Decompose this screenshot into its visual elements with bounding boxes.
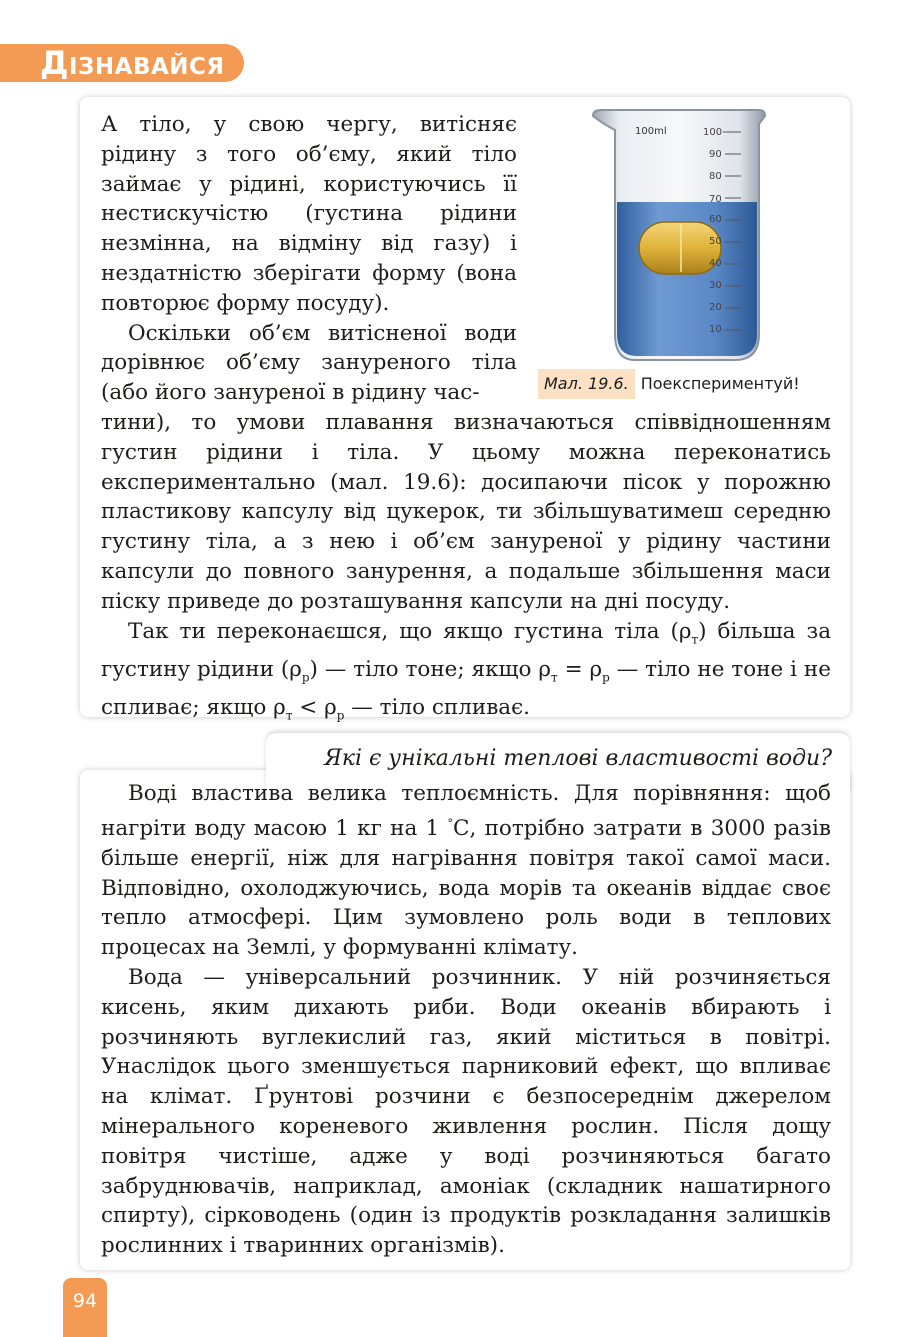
scale-90: 90: [709, 149, 722, 160]
section-heading: [40, 46, 225, 80]
p3-g: — тіло спливає.: [344, 694, 531, 720]
section-question: Які є унікальні теплові властивості води?: [324, 746, 832, 771]
heading-first-letter: Д: [40, 44, 69, 82]
scale-20: 20: [709, 302, 722, 313]
paragraph-2-rest: тини), то умови плавання визначаються співвідношенням густин рідини і тіла. У цьому можна переконатись експериментально (мал. 19.6): досипаючи пісок у порожню пластикову капсулу від цукерок, ти збільшуватимеш середню густину тіла, а з нею і об’єм зануреної у рідину частини капсули до повного занурення, а подальше збільшення маси піску приведе до розташування капсули на дні посуду.: [101, 409, 831, 614]
section2-text: [101, 779, 831, 1261]
beaker-volume-label: 100ml: [635, 126, 667, 137]
p3-c: ) — тіло тоне; якщо ρ: [309, 656, 552, 682]
page-number: 94: [63, 1278, 107, 1337]
sub-t-1: т: [691, 631, 699, 646]
paragraph-1: А тіло, у свою чергу, витісняє рідину з того об’єму, який тіло займає у рідині, користуючись її нестискучістю (густина рідини незмінна, на відміну від газу) і нездатністю зберігати форму (вона повторює форму посуду).: [101, 112, 517, 316]
p3-e: — тіло не тоне і не спливає; якщо ρ: [101, 656, 831, 720]
p1-b: С, потрібно затрати в 3000 разів більше енергії, ніж для нагрівання повітря такої самої маси. Відповідно, охолоджуючись, вода морів та океанів віддає своє тепло атмосфері. Цим зумовлено роль води в теплових процесах на Землі, у формуванні клімату.: [101, 815, 831, 961]
scale-100: 100: [703, 127, 723, 138]
p3-a: Так ти переконаєшся, що якщо густина тіла (ρ: [128, 618, 692, 644]
sub-r-2: р: [602, 669, 610, 684]
scale-70: 70: [709, 194, 722, 205]
p1-a: Воді властива велика теплоємність. Для порівняння: щоб нагріти воду масою 1 кг на 1: [101, 781, 831, 841]
sub-r-3: р: [336, 708, 345, 723]
scale-60: 60: [709, 214, 722, 225]
paragraph-2-start: Оскільки об’єм витісненої води дорівнює об’єму зануреного тіла (або його зануреної в рідину час-: [101, 320, 517, 406]
scale-10: 10: [709, 324, 722, 335]
scale-50: 50: [709, 236, 722, 247]
figure-caption: [538, 369, 800, 399]
sub-t-3: т: [285, 708, 293, 723]
beaker-illustration: [585, 106, 775, 368]
sub-t-2: т: [551, 669, 558, 684]
p3-f: < ρ: [292, 694, 337, 720]
caption-text: Поекспериментуй!: [640, 374, 800, 393]
paragraph-solvent: Вода — універсальний розчинник. У ній розчиняється кисень, яким дихають риби. Води океанів вбирають і розчиняють вуглекислий газ, який міститься в повітрі. Унаслідок цього зменшується парниковий ефект, що впливає на клімат. Ґрунтові розчини є безпосереднім джерелом мінерального кореневого живлення рослин. Після дощу повітря чистіше, адже у воді розчиняються багато забруднювачів, наприклад, амоніак (складник нашатирного спирту), сірководень (один із продуктів розкладання залишків рослинних і тваринних організмів).: [101, 964, 831, 1259]
p3-d: = ρ: [557, 656, 603, 682]
caption-label: Мал. 19.6.: [538, 369, 635, 399]
scale-30: 30: [709, 280, 722, 291]
heading-rest: ІЗНАВАЙСЯ: [69, 54, 225, 80]
paragraph-3: [101, 617, 831, 731]
scale-80: 80: [709, 171, 722, 182]
paragraph-heat-capacity: [101, 779, 831, 963]
p3-b: ) більша за густину рідини (ρ: [101, 618, 832, 682]
scale-40: 40: [709, 258, 722, 269]
sub-r-1: р: [301, 669, 310, 684]
degree-sign: °: [447, 816, 454, 830]
